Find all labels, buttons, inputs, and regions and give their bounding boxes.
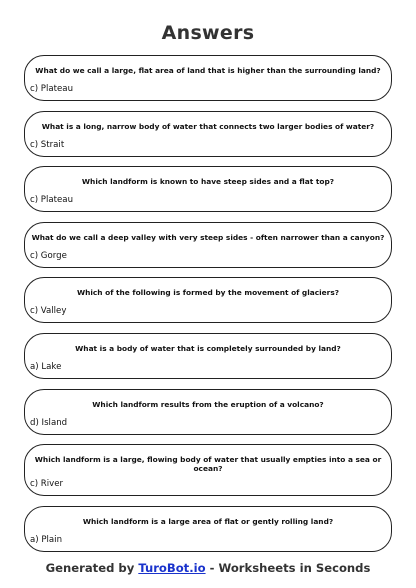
- answer-text: c) Plateau: [30, 84, 74, 94]
- answer-card: [24, 389, 392, 435]
- question-text: Which of the following is formed by the movement of glaciers?: [76, 288, 340, 298]
- answer-list: [24, 55, 392, 561]
- answer-card: [24, 444, 392, 496]
- footer-prefix: Generated by: [45, 561, 139, 575]
- answer-text: c) Strait: [30, 139, 65, 150]
- question-text: Which landform is a large area of flat or gently rolling land?: [82, 516, 334, 526]
- question-text: Which landform is known to have steep sides and a flat top?: [81, 177, 335, 187]
- answer-text: a) Plain: [30, 534, 63, 545]
- question-text: What do we call a deep valley with very steep sides - often narrower than a canyon?: [31, 232, 385, 242]
- answer-card: [24, 111, 392, 157]
- answer-text: c) Valley: [30, 306, 67, 317]
- question-text: Which landform is a large, flowing body of water that usually empties into a sea or ocean?: [34, 455, 382, 474]
- answer-text: c) River: [30, 479, 64, 490]
- answer-card: [24, 166, 392, 212]
- turobot-link[interactable]: TuroBot.io: [138, 561, 206, 575]
- answer-text: c) Plateau: [30, 195, 74, 206]
- footer-suffix: - Worksheets in Seconds: [205, 561, 371, 575]
- answer-card: [24, 333, 392, 379]
- answer-card: [24, 55, 392, 101]
- answer-text: c) Gorge: [30, 250, 67, 261]
- answer-card: [24, 222, 392, 268]
- question-text: Which landform results from the eruption of a volcano?: [92, 399, 324, 409]
- question-text: What is a body of water that is completely surrounded by land?: [75, 343, 341, 353]
- page-title: Answers: [161, 22, 255, 44]
- question-text: What do we call a large, flat area of land that is higher than the surrounding land?: [35, 66, 381, 75]
- answer-text: d) Island: [30, 417, 68, 428]
- answer-card: [24, 506, 392, 552]
- footer: [0, 561, 416, 575]
- question-text: What is a long, narrow body of water that connects two larger bodies of water?: [41, 121, 375, 131]
- answer-text: a) Lake: [30, 361, 62, 372]
- answer-card: [24, 277, 392, 323]
